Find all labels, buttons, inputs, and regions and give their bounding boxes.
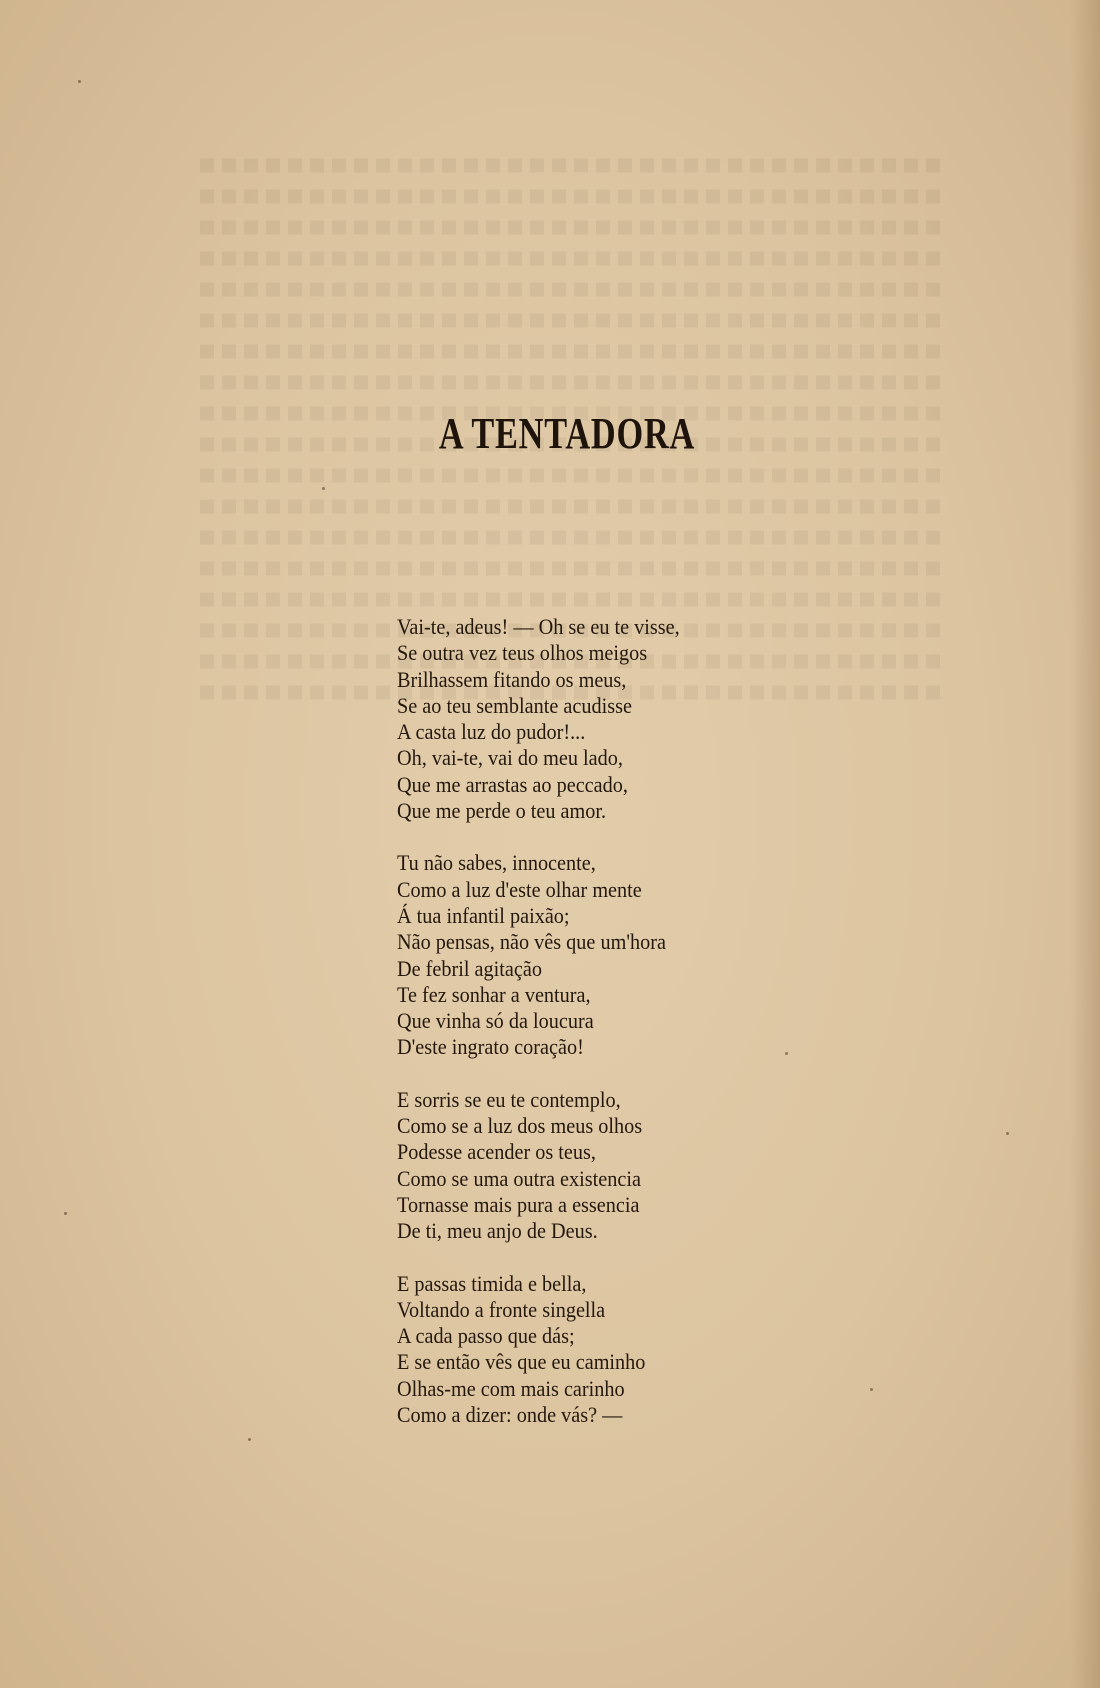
verse-line: Que me arrastas ao peccado,: [397, 771, 628, 797]
verse-line: Que me perde o teu amor.: [397, 798, 607, 824]
paper-speck: [1006, 1132, 1009, 1135]
paper-speck: [785, 1052, 788, 1055]
verse-line: A casta luz do pudor!...: [397, 719, 586, 745]
paper-speck: [322, 487, 325, 490]
verse-line: Não pensas, não vês que um'hora: [397, 929, 666, 955]
paper-speck: [78, 80, 81, 83]
paper-speck: [870, 1388, 873, 1391]
verse-line: Brilhassem fitando os meus,: [397, 666, 627, 692]
poem-body: [397, 614, 704, 1454]
verse-line: Podesse acender os teus,: [397, 1139, 596, 1165]
verse-line: Vai-te, adeus! — Oh se eu te visse,: [397, 614, 680, 639]
verse-line: E passas timida e bella,: [397, 1270, 587, 1296]
verse-line: Oh, vai-te, vai do meu lado,: [397, 745, 623, 771]
verse-line: Como se uma outra existencia: [397, 1165, 641, 1191]
paper-speck: [248, 1438, 251, 1441]
stanza-4: [397, 1271, 704, 1429]
verse-line: E se então vês que eu caminho: [397, 1349, 646, 1375]
verse-line: D'este ingrato coração!: [397, 1034, 584, 1060]
verse-line: Tu não sabes, innocente,: [397, 850, 596, 876]
paper-speck: [64, 1212, 67, 1215]
verse-line: Como a luz d'este olhar mente: [397, 876, 642, 902]
page-edge-shadow: [1070, 0, 1100, 1688]
verse-line: A cada passo que dás;: [397, 1323, 575, 1349]
verse-line: Se outra vez teus olhos meigos: [397, 640, 648, 666]
verse-line: E sorris se eu te contemplo,: [397, 1086, 621, 1112]
verse-line: Se ao teu semblante acudisse: [397, 692, 632, 718]
verse-line: Como a dizer: onde vás? —: [397, 1402, 623, 1428]
verse-line: Que vinha só da loucura: [397, 1008, 594, 1034]
stanza-2: [397, 850, 704, 1060]
verse-line: Olhas-me com mais carinho: [397, 1375, 625, 1401]
verse-line: Te fez sonhar a ventura,: [397, 981, 591, 1007]
verse-line: Á tua infantil paixão;: [397, 902, 570, 928]
verse-line: De ti, meu anjo de Deus.: [397, 1218, 598, 1244]
stanza-1: [397, 614, 704, 824]
verse-line: Voltando a fronte singella: [397, 1296, 606, 1322]
verse-line: De febril agitação: [397, 955, 542, 981]
poem-title: A TENTADORA: [438, 409, 696, 458]
verse-line: Como se a luz dos meus olhos: [397, 1113, 643, 1139]
stanza-3: [397, 1087, 704, 1245]
verse-line: Tornasse mais pura a essencia: [397, 1191, 640, 1217]
